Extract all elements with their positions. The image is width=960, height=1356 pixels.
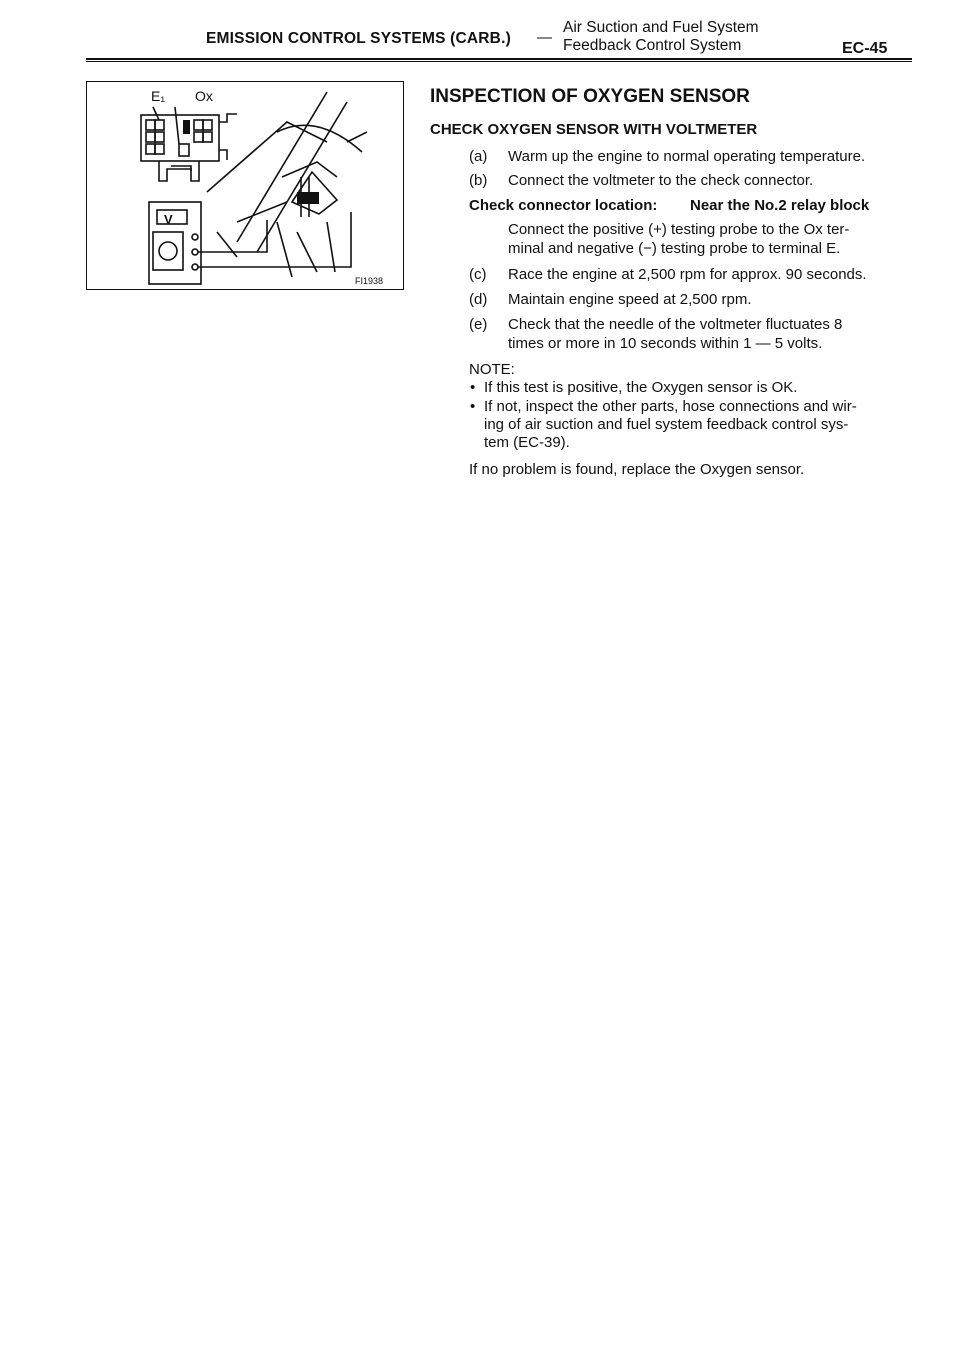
connect-line-2: minal and negative (−) testing probe to terminal E. xyxy=(508,240,841,257)
bullet-dot-2: • xyxy=(470,398,476,415)
figure-drawing xyxy=(87,82,405,291)
step-d-text: Maintain engine speed at 2,500 rpm. xyxy=(508,291,752,308)
voltmeter-connection-figure xyxy=(86,81,404,290)
step-b-mark: (b) xyxy=(469,172,488,189)
connect-line-1: Connect the positive (+) testing probe to the Ox ter- xyxy=(508,221,850,238)
note-bullet-1: If this test is positive, the Oxygen sensor is OK. xyxy=(484,379,798,396)
step-b-text: Connect the voltmeter to the check connector. xyxy=(508,172,814,189)
step-c-mark: (c) xyxy=(469,266,487,283)
note-bullet-2-line-1: If not, inspect the other parts, hose connections and wir- xyxy=(484,398,857,415)
step-a-mark: (a) xyxy=(469,148,488,165)
step-c-text: Race the engine at 2,500 rpm for approx. 90 seconds. xyxy=(508,266,867,283)
section-title: EMISSION CONTROL SYSTEMS (CARB.) xyxy=(206,30,511,47)
header-rule xyxy=(86,58,912,60)
step-e-mark: (e) xyxy=(469,316,488,333)
step-d-mark: (d) xyxy=(469,291,488,308)
subsection-title-line1: Air Suction and Fuel System xyxy=(563,19,759,36)
note-bullet-2-line-3: tem (EC-39). xyxy=(484,434,570,451)
header-dash: — xyxy=(537,29,552,46)
note-bullet-2-line-2: ing of air suction and fuel system feedback control sys- xyxy=(484,416,849,433)
terminal-e1-label: E₁ xyxy=(151,88,166,104)
step-e-line-1: Check that the needle of the voltmeter fluctuates 8 xyxy=(508,316,843,333)
header-rule-thin xyxy=(86,61,912,62)
location-value: Near the No.2 relay block xyxy=(690,197,870,214)
step-a-text: Warm up the engine to normal operating temperature. xyxy=(508,148,866,165)
section-heading: INSPECTION OF OXYGEN SENSOR xyxy=(430,86,750,107)
final-instruction: If no problem is found, replace the Oxygen sensor. xyxy=(469,461,805,478)
page-number: EC-45 xyxy=(842,40,888,57)
subsection-title-line2: Feedback Control System xyxy=(563,37,742,54)
bullet-dot-1: • xyxy=(470,379,476,396)
note-label: NOTE: xyxy=(469,361,515,378)
voltmeter-label: V xyxy=(164,212,173,227)
figure-code: FI1938 xyxy=(355,276,384,286)
subsection-heading: CHECK OXYGEN SENSOR WITH VOLTMETER xyxy=(430,121,758,138)
location-label: Check connector location: xyxy=(469,197,658,214)
step-e-line-2: times or more in 10 seconds within 1 — 5 volts. xyxy=(508,335,823,352)
terminal-ox-label: Ox xyxy=(195,88,213,104)
